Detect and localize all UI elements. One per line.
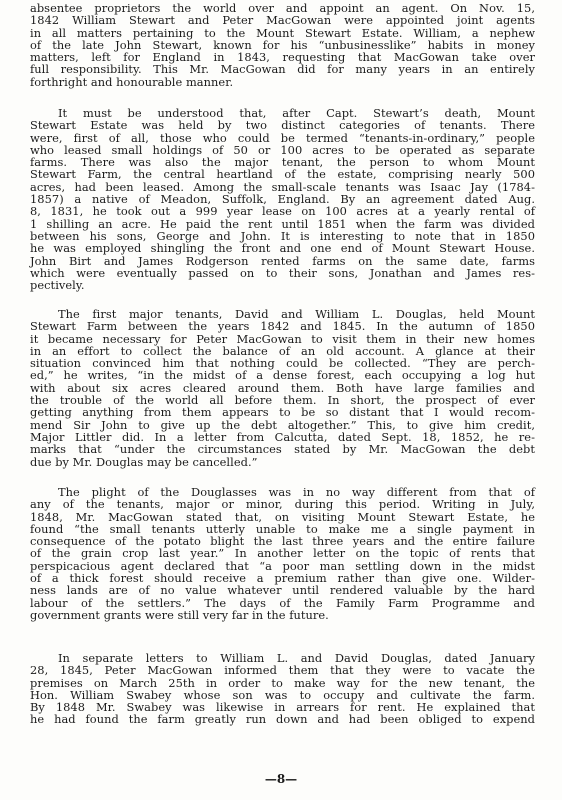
text-line: matters, left for England in 1843, requesting that MacGowan take over [30, 50, 535, 65]
text-line: he had found the farm greatly run down and had been obliged to expend [30, 712, 535, 727]
text-line: farms. There was also the major tenant, the person to whom Mount [30, 155, 535, 170]
text-line: government grants were still very far in the future. [30, 607, 329, 622]
text-line: premises on March 25th in order to make way for the new tenant, the [30, 675, 535, 690]
text-line: pectively. [30, 278, 85, 293]
paragraph-4 [30, 486, 535, 621]
text-line: Stewart Farm between the years 1842 and 1845. In the autumn of 1850 [30, 319, 535, 334]
text-line: 1848, Mr. MacGowan stated that, on visiting Mount Stewart Estate, he [30, 509, 535, 524]
text-line: Stewart Estate was held by two distinct categories of tenants. There [30, 118, 535, 133]
text-line: any of the tenants, major or minor, during this period. Writing in July, [30, 497, 535, 512]
text-line: labour of the settlers.” The days of the Family Farm Programme and [30, 595, 535, 610]
text-line: mend Sir John to give up the debt altogether.” This, to give him credit, [30, 417, 535, 432]
paragraph-3 [30, 308, 535, 468]
text-line: of a thick forest should receive a premium rather than give one. Wilder- [30, 571, 535, 586]
text-line: marks that “under the circumstances stated by Mr. MacGowan the debt [30, 442, 535, 457]
paragraph-text [30, 2, 535, 88]
paragraph-1 [30, 2, 535, 88]
text-line: 1857) a native of Meadon, Suffolk, England. By an agreement dated Aug. [30, 192, 535, 207]
text-line: due by Mr. Douglas may be cancelled.” [30, 454, 258, 469]
text-line: between his sons, George and John. It is interesting to note that in 1850 [30, 228, 535, 243]
text-line: of the grain crop last year.” In another letter on the topic of rents that [30, 546, 535, 561]
text-line: ed,” he writes, “in the midst of a dense forest, each occupying a log hut [30, 368, 535, 383]
text-line: absentee proprietors the world over and appoint an agent. On Nov. 15, [30, 1, 535, 15]
text-line: consequence of the potato blight the last three years and the entire failure [30, 534, 535, 549]
text-line: the trouble of the world all before them. In short, the prospect of ever [30, 393, 535, 408]
text-line: found “the small tenants utterly unable to make me a single payment in [30, 521, 535, 536]
text-line: In separate letters to William L. and David Douglas, dated January [58, 651, 535, 665]
text-line: which were eventually passed on to their sons, Jonathan and James res- [30, 265, 535, 280]
paragraph-text [30, 107, 535, 291]
text-line: It must be understood that, after Capt. Stewart’s death, Mount [58, 106, 535, 120]
page-number: —8— [264, 772, 298, 786]
text-line: 28, 1845, Peter MacGowan informed them that they were to vacate the [30, 663, 535, 678]
text-line: 8, 1831, he took out a 999 year lease on 100 acres at a yearly rental of [30, 204, 535, 219]
text-line: 1842 William Stewart and Peter MacGowan were appointed joint agents [30, 13, 535, 28]
text-line: he was employed shingling the front and one end of Mount Stewart House. [30, 241, 535, 256]
text-line: Stewart Farm, the central heartland of the estate, comprising nearly 500 [30, 167, 535, 182]
text-line: in an effort to collect the balance of an old account. A glance at their [30, 343, 535, 358]
text-line: of the late John Stewart, known for his “unbusinesslike” habits in money [30, 37, 535, 52]
text-line: The first major tenants, David and William L. Douglas, held Mount [58, 307, 535, 321]
text-line: forthright and honourable manner. [30, 74, 234, 89]
text-line: perspicacious agent declared that “a poor man settling down in the midst [30, 558, 535, 573]
text-line: who leased small holdings of 50 or 100 acres to be operated as separate [30, 142, 535, 157]
paragraph-5 [30, 652, 535, 726]
paragraph-text [30, 308, 535, 468]
paragraph-text [30, 486, 535, 621]
text-line: with about six acres cleared around them. Both have large families and [30, 380, 535, 395]
text-line: Hon. William Swabey whose son was to occupy and cultivate the farm. [30, 687, 535, 702]
text-line: The plight of the Douglasses was in no way different from that of [58, 485, 535, 499]
text-line: By 1848 Mr. Swabey was likewise in arrears for rent. He explained that [30, 700, 535, 715]
text-line: Major Littler did. In a letter from Calcutta, dated Sept. 18, 1852, he re- [30, 429, 535, 444]
paragraph-text [30, 652, 535, 726]
text-line: 1 shilling an acre. He paid the rent until 1851 when the farm was divided [30, 216, 535, 231]
text-line: acres, had been leased. Among the small-scale tenants was Isaac Jay (1784- [30, 179, 535, 194]
text-line: were, first of all, those who could be termed “tenants-in-ordinary,” people [30, 130, 535, 145]
text-line: John Birt and James Rodgerson rented farms on the same date, farms [30, 253, 535, 268]
text-line: it became necessary for Peter MacGowan to visit them in their new homes [30, 331, 535, 346]
text-line: ness lands are of no value whatever until rendered valuable by the hard [30, 583, 535, 598]
text-line: full responsibility. This Mr. MacGowan did for many years in an entirely [30, 62, 535, 77]
text-line: situation convinced him that nothing could be collected. “They are perch- [30, 356, 535, 371]
text-line: getting anything from them appears to be so distant that I would recom- [30, 405, 535, 420]
text-line: in all matters pertaining to the Mount Stewart Estate. William, a nephew [30, 25, 535, 40]
paragraph-2 [30, 107, 535, 291]
